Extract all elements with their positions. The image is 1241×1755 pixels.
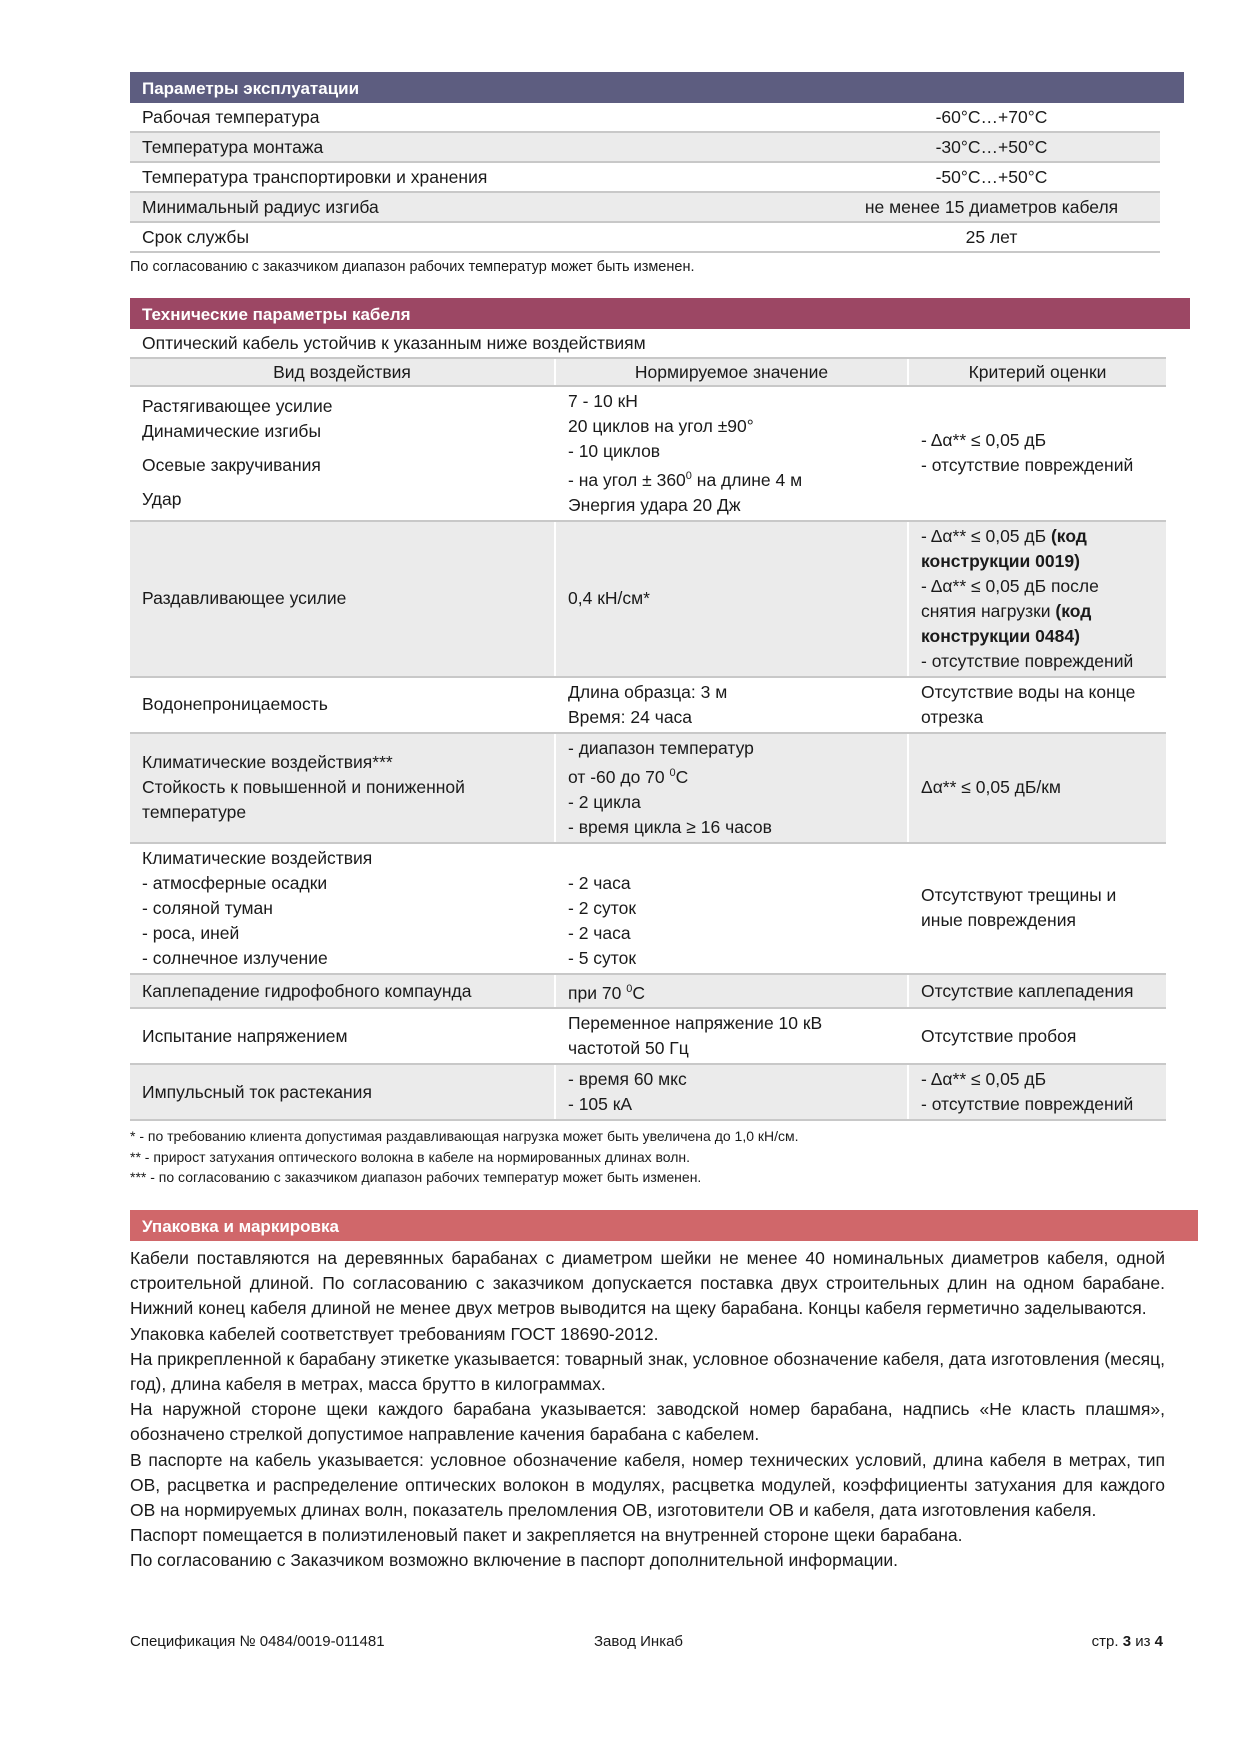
- param-value: -60°C…+70°C: [650, 103, 1160, 132]
- table-row: [130, 386, 1166, 521]
- table-row: [130, 1008, 1166, 1064]
- param-value: -50°C…+50°C: [650, 162, 1160, 192]
- value-cell: [555, 386, 908, 521]
- paragraph: В паспорте на кабель указывается: условное обозначение кабеля, номер технических условий, длина кабеля в метрах, тип ОВ, расцветка и распределение оптических волокон в модулях, расцветка модулей, коэффициенты затухания для каждого ОВ на нормируемых длинах волн, показатель преломления ОВ, изготовители ОВ и кабеля, дата изготовления кабеля.: [130, 1449, 1165, 1521]
- paragraph: Паспорт помещается в полиэтиленовый пакет и закрепляется на внутренней стороне щеки барабана.: [130, 1525, 963, 1546]
- paragraph: По согласованию с Заказчиком возможно включение в паспорт дополнительной информации.: [130, 1550, 899, 1571]
- table-row: [130, 974, 1166, 1009]
- footnote: ** - прирост затухания оптического волокна в кабеле на нормированных длинах волн.: [130, 1148, 691, 1165]
- impact-cell: Водонепроницаемость: [130, 677, 555, 733]
- table-row: [130, 192, 1160, 222]
- value-cell: 0,4 кН/см*: [555, 521, 908, 677]
- impact-cell: [130, 843, 555, 974]
- value-cell: [555, 677, 908, 733]
- value-cell: Переменное напряжение 10 кВ частотой 50 Гц: [555, 1008, 908, 1064]
- operation-note: По согласованию с заказчиком диапазон рабочих температур может быть изменен.: [130, 259, 695, 275]
- criteria-cell: [908, 521, 1166, 677]
- criteria-cell: Отсутствие каплепадения: [908, 974, 1166, 1009]
- param-name: Рабочая температура: [130, 103, 650, 132]
- impact-item: Растягивающее усилие: [142, 396, 333, 417]
- impact-item: - соляной туман: [142, 897, 273, 918]
- document-page: [130, 72, 1165, 1574]
- value-line: - 10 циклов: [568, 441, 661, 461]
- table-header-row: [130, 358, 1166, 386]
- technical-intro: Оптический кабель устойчив к указанным ниже воздействиям: [142, 333, 646, 353]
- criteria-line: - Δα** ≤ 0,05 дБ (код конструкции 0019): [921, 525, 1087, 571]
- criteria-line: - отсутствие повреждений: [921, 650, 1134, 671]
- param-name: Срок службы: [130, 222, 650, 252]
- value-line: - 2 часа: [568, 922, 631, 943]
- criteria-cell: Отсутствие воды на конце отрезка: [908, 677, 1166, 733]
- operation-section-header: Параметры эксплуатации: [130, 72, 1184, 103]
- technical-section-header: Технические параметры кабеля: [130, 298, 1190, 329]
- value-cell: [555, 843, 908, 974]
- param-value: -30°C…+50°C: [650, 132, 1160, 162]
- value-cell: [555, 1064, 908, 1120]
- value-line: - 2 суток: [568, 897, 636, 918]
- table-row: [130, 843, 1166, 974]
- operation-table: [130, 103, 1160, 253]
- criteria-cell: [908, 1064, 1166, 1120]
- table-row: [130, 1064, 1166, 1120]
- impact-item: Климатические воздействия: [142, 847, 373, 868]
- impact-cell: Каплепадение гидрофобного компаунда: [130, 974, 555, 1009]
- value-line: - 105 кА: [568, 1094, 633, 1115]
- criteria-cell: Отсутствие пробоя: [908, 1008, 1166, 1064]
- impact-item: - роса, иней: [142, 922, 240, 943]
- param-name: Температура монтажа: [130, 132, 650, 162]
- impact-item: Стойкость к повышенной и пониженной температуре: [142, 777, 465, 823]
- paragraph: Упаковка кабелей соответствует требованиям ГОСТ 18690-2012.: [130, 1323, 659, 1344]
- value-line: - 5 суток: [568, 947, 636, 968]
- criteria-line: - Δα** ≤ 0,05 дБ после снятия нагрузки (код конструкции 0484): [921, 575, 1099, 646]
- table-row: [130, 222, 1160, 252]
- value-line: Длина образца: 3 м: [568, 681, 728, 702]
- param-value: 25 лет: [650, 222, 1160, 252]
- criteria-line: - Δα** ≤ 0,05 дБ: [921, 430, 1047, 451]
- impact-item: Удар: [142, 489, 182, 510]
- table-row: [130, 162, 1160, 192]
- value-cell: при 70 $^0$C: [555, 974, 908, 1009]
- impact-item: - атмосферные осадки: [142, 872, 328, 893]
- spec-number: Спецификация № 0484/0019-011481: [130, 1633, 385, 1650]
- footnote: *** - по согласованию с заказчиком диапазон рабочих температур может быть изменен.: [130, 1169, 702, 1186]
- param-name: Температура транспортировки и хранения: [130, 162, 650, 192]
- packaging-section-header: Упаковка и маркировка: [130, 1210, 1198, 1241]
- criteria-line: - Δα** ≤ 0,05 дБ: [921, 1069, 1047, 1090]
- value-line: - диапазон температур: [568, 737, 754, 758]
- value-line: - на угол ± $360^0$ на длине 4 м: [568, 469, 803, 490]
- value-cell: [555, 733, 908, 843]
- param-name: Минимальный радиус изгиба: [130, 192, 650, 222]
- value-line: 7 - 10 кН: [568, 391, 638, 411]
- column-header: Нормируемое значение: [555, 358, 908, 386]
- criteria-cell: [908, 386, 1166, 521]
- value-line: - время 60 мкс: [568, 1069, 687, 1090]
- criteria-cell: Δα** ≤ 0,05 дБ/км: [908, 733, 1166, 843]
- impact-cell: Испытание напряжением: [130, 1008, 555, 1064]
- impact-item: - солнечное излучение: [142, 947, 328, 968]
- table-row: [130, 103, 1160, 132]
- technical-table: [130, 357, 1166, 1121]
- footnotes: [130, 1126, 1165, 1188]
- table-row: [130, 733, 1166, 843]
- value-line: - 2 часа: [568, 872, 631, 893]
- packaging-text: [130, 1246, 1165, 1574]
- value-line: - время цикла ≥ 16 часов: [568, 816, 772, 837]
- page-number: стр. 3 из 4: [1091, 1633, 1163, 1650]
- impact-item: Осевые закручивания: [142, 455, 321, 476]
- param-value: не менее 15 диаметров кабеля: [650, 192, 1160, 222]
- company-name: Завод Инкаб: [594, 1633, 684, 1650]
- value-line: от -60 до 70 $^0$C: [568, 766, 689, 787]
- table-row: [130, 521, 1166, 677]
- impact-cell: Раздавливающее усилие: [130, 521, 555, 677]
- column-header: Критерий оценки: [908, 358, 1166, 386]
- table-row: [130, 132, 1160, 162]
- column-header: Вид воздействия: [130, 358, 555, 386]
- impact-item: Динамические изгибы: [142, 421, 322, 442]
- impact-item: Климатические воздействия***: [142, 752, 393, 773]
- footnote: * - по требованию клиента допустимая раздавливающая нагрузка может быть увеличена до 1,0 кН/см.: [130, 1128, 799, 1145]
- criteria-line: - отсутствие повреждений: [921, 1094, 1134, 1115]
- value-line: Время: 24 часа: [568, 706, 693, 727]
- impact-cell: Импульсный ток растекания: [130, 1064, 555, 1120]
- table-row: [130, 677, 1166, 733]
- criteria-cell: Отсутствуют трещины и иные повреждения: [908, 843, 1166, 974]
- value-line: - 2 цикла: [568, 791, 641, 812]
- paragraph: На наружной стороне щеки каждого барабана указывается: заводской номер барабана, надпись «Не класть плашмя», обозначено стрелкой допустимое направление качения барабана с кабелем.: [130, 1399, 1165, 1445]
- impact-cell: [130, 386, 555, 521]
- paragraph: Кабели поставляются на деревянных барабанах с диаметром шейки не менее 40 номинальных диаметров кабеля, одной строительной длиной. По согласованию с заказчиком допускается поставка двух строительных длин на одном барабане. Нижний конец кабеля длиной не менее двух метров выводится на щеку барабана. Концы кабеля герметично заделываются.: [130, 1247, 1165, 1319]
- value-line: Энергия удара 20 Дж: [568, 494, 741, 515]
- impact-cell: [130, 733, 555, 843]
- paragraph: На прикрепленной к барабану этикетке указывается: товарный знак, условное обозначение кабеля, дата изготовления (месяц, год), длина кабеля в метрах, масса брутто в килограммах.: [130, 1348, 1165, 1394]
- value-line: 20 циклов на угол ±90°: [568, 416, 754, 436]
- criteria-line: - отсутствие повреждений: [921, 455, 1134, 476]
